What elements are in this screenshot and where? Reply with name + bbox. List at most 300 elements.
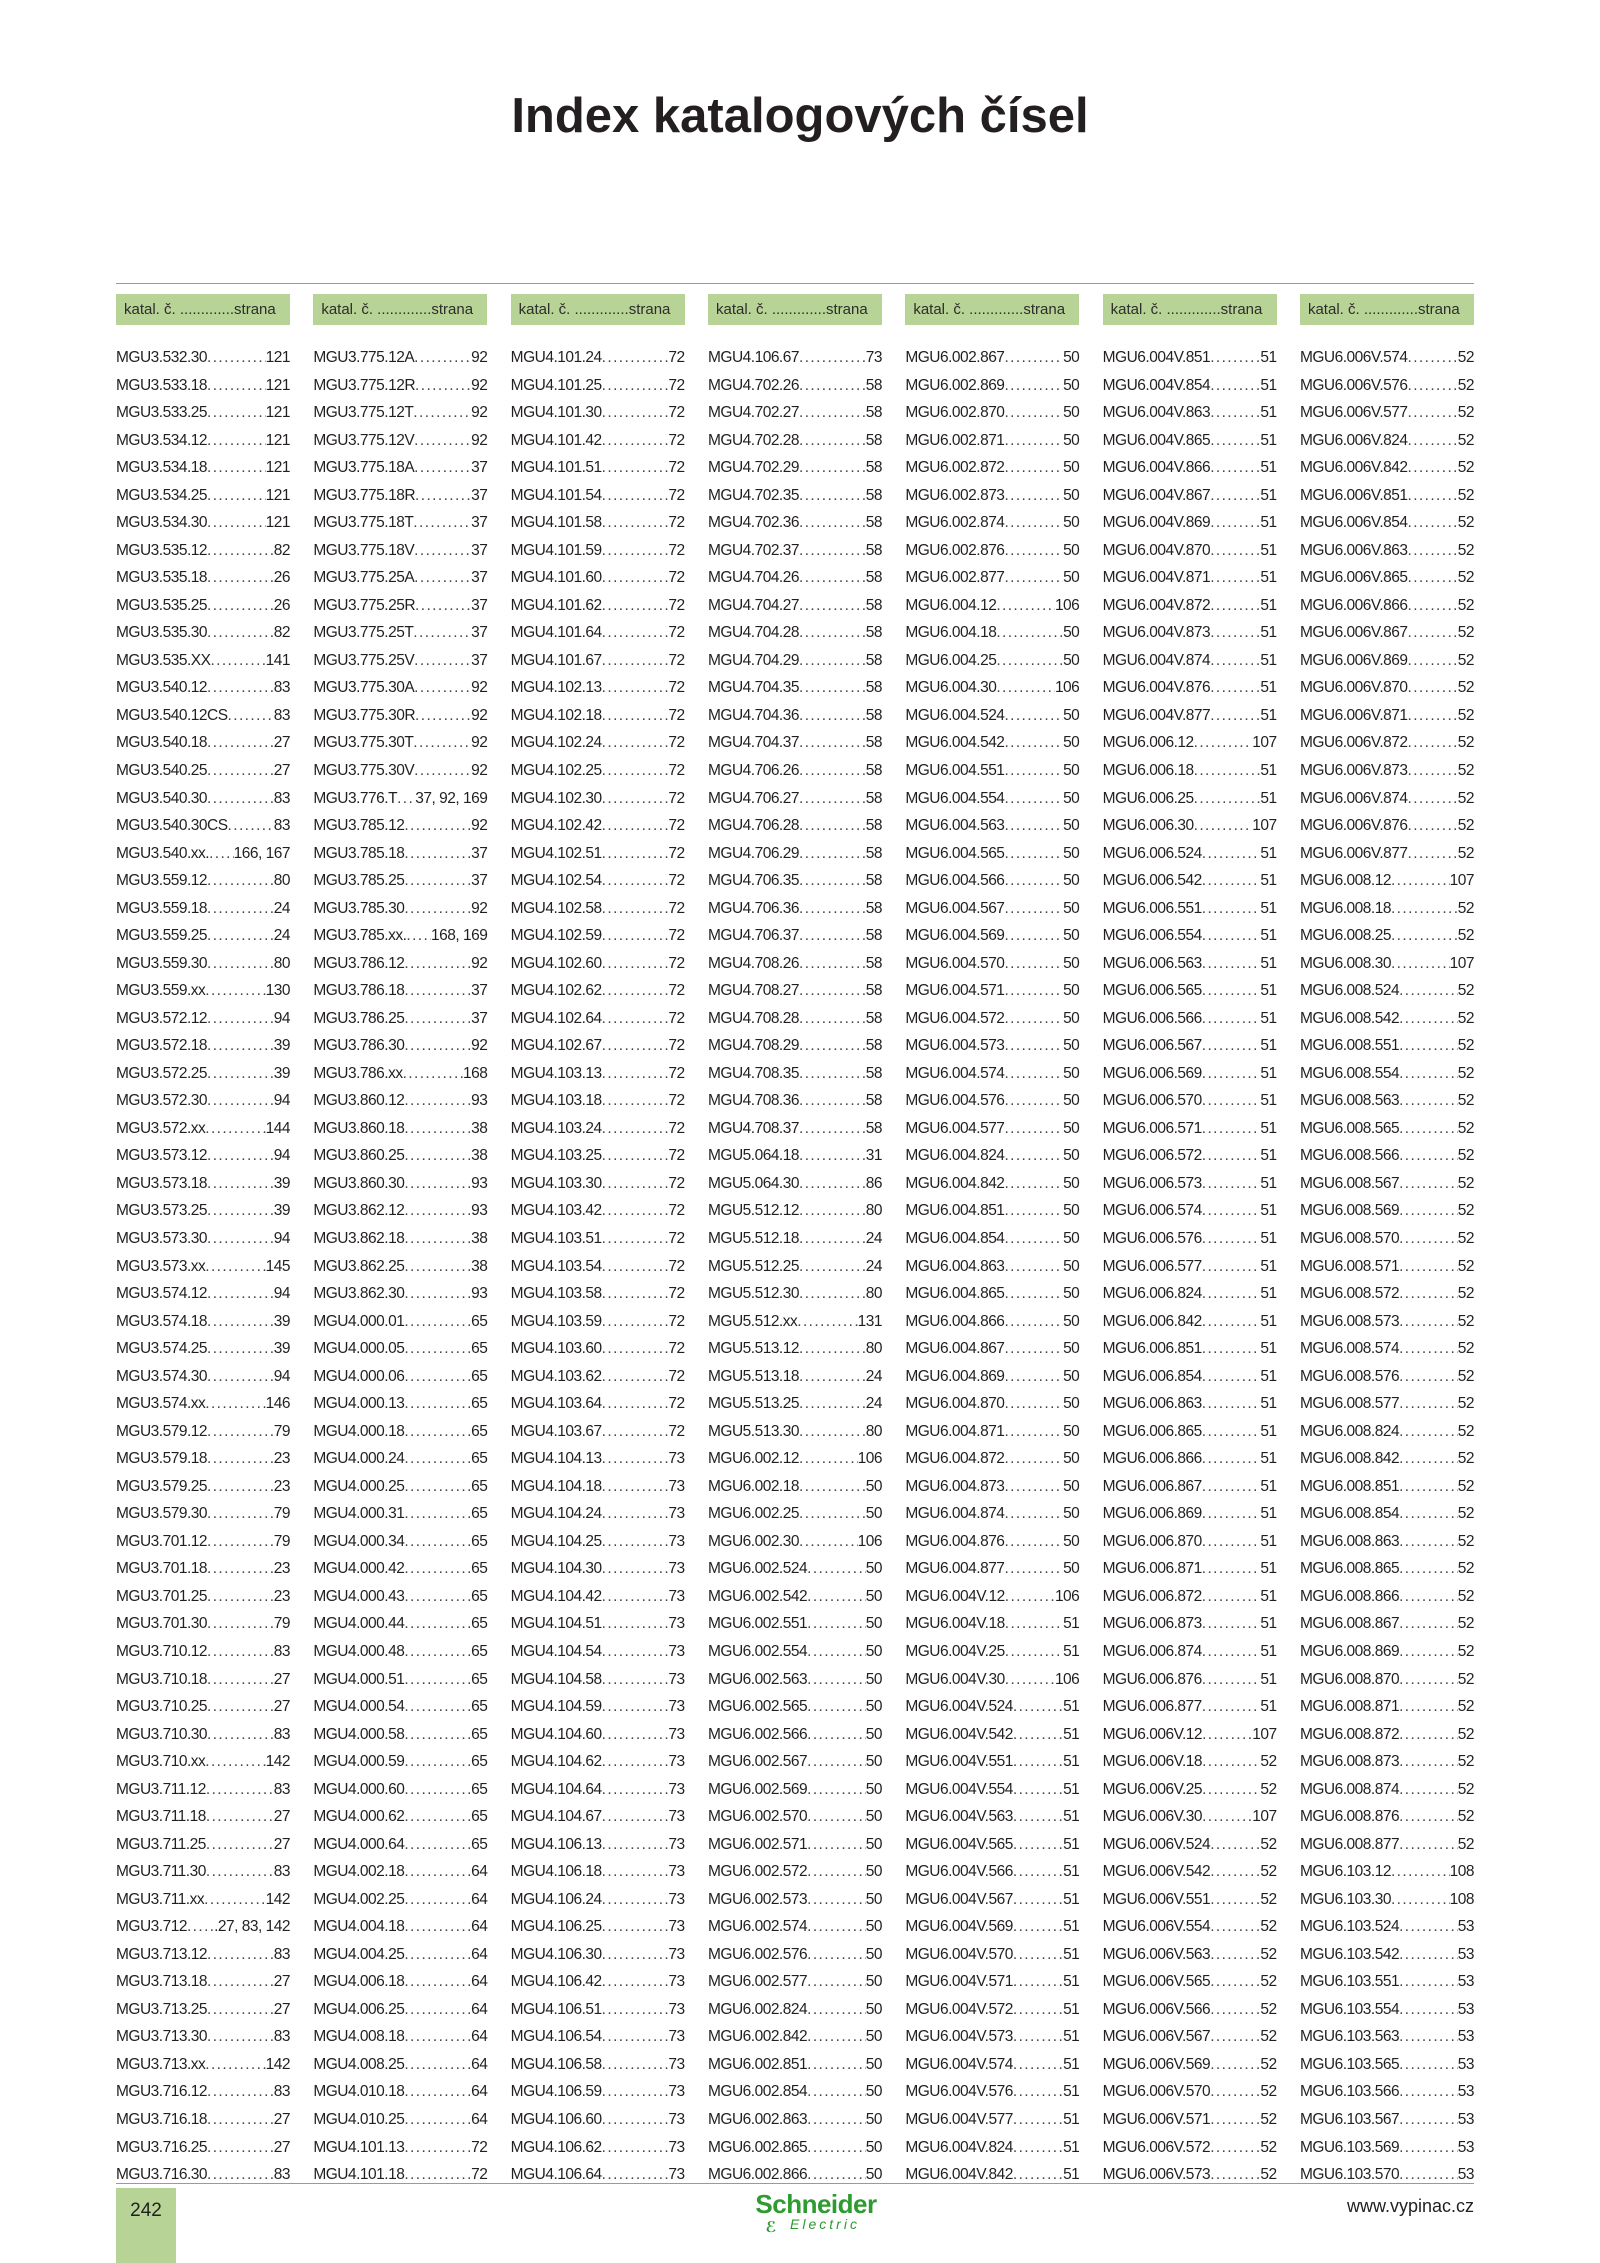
page-ref: 72 <box>668 1340 685 1358</box>
catalog-number: MGU4.104.58 <box>510 1670 602 1688</box>
dot-leader <box>602 537 669 565</box>
page-ref: 83 <box>273 1725 290 1743</box>
catalog-number: MGU6.006.571 <box>1102 1119 1202 1137</box>
dot-leader <box>1399 1445 1458 1473</box>
index-entry <box>116 1500 290 1528</box>
page-ref: 51 <box>1260 1037 1277 1055</box>
index-entry <box>708 812 882 840</box>
page-ref: 65 <box>471 1587 488 1605</box>
index-entry <box>511 2051 685 2079</box>
index-entry <box>1300 977 1474 1005</box>
index-entry <box>708 702 882 730</box>
page-ref: 39 <box>273 1064 290 1082</box>
catalog-number: MGU4.000.48 <box>313 1642 405 1660</box>
dot-leader <box>206 1803 274 1831</box>
index-entry <box>511 1693 685 1721</box>
catalog-number: MGU6.103.524 <box>1299 1918 1400 1936</box>
dot-leader <box>1399 2134 1458 2162</box>
catalog-number: MGU6.103.569 <box>1299 2138 1400 2156</box>
page-ref: 83 <box>273 2166 290 2184</box>
index-entry <box>1103 1115 1277 1143</box>
dot-leader <box>404 1666 471 1694</box>
index-entry <box>313 1913 487 1941</box>
catalog-number: MGU4.702.37 <box>707 541 799 559</box>
page-ref: 58 <box>865 624 882 642</box>
catalog-number: MGU6.006.842 <box>1102 1312 1202 1330</box>
dot-leader <box>602 1968 669 1996</box>
dot-leader <box>807 1638 866 1666</box>
dot-leader <box>807 2078 866 2106</box>
catalog-number: MGU6.008.566 <box>1299 1147 1400 1165</box>
catalog-number: MGU4.106.30 <box>510 1945 602 1963</box>
dot-leader <box>1210 2161 1260 2189</box>
catalog-number: MGU3.775.25V <box>313 651 415 669</box>
index-entry <box>313 647 487 675</box>
page-ref: 168, 169 <box>430 927 488 945</box>
index-entry <box>905 1721 1079 1749</box>
dot-leader <box>1013 1803 1063 1831</box>
page-ref: 51 <box>1063 1918 1080 1936</box>
dot-leader <box>1004 1445 1063 1473</box>
index-entry <box>511 2106 685 2134</box>
dot-leader <box>799 1253 866 1281</box>
page-ref: 53 <box>1457 2166 1474 2184</box>
index-entry <box>1103 1721 1277 1749</box>
catalog-number: MGU4.106.24 <box>510 1890 602 1908</box>
catalog-number: MGU4.008.18 <box>313 2028 405 2046</box>
index-entry <box>1300 1776 1474 1804</box>
dot-leader <box>1399 1363 1458 1391</box>
page-ref: 52 <box>1260 2166 1277 2184</box>
dot-leader <box>404 1941 471 1969</box>
page-ref: 73 <box>668 1698 685 1716</box>
catalog-number: MGU6.004.865 <box>905 1285 1005 1303</box>
index-entry <box>1300 812 1474 840</box>
index-entry <box>313 1225 487 1253</box>
index-entry <box>313 1803 487 1831</box>
dot-leader <box>602 729 669 757</box>
catalog-number: MGU6.008.570 <box>1299 1230 1400 1247</box>
page-ref: 65 <box>471 1670 488 1688</box>
index-entry <box>1300 564 1474 592</box>
page-ref: 51 <box>1260 431 1277 449</box>
catalog-number: MGU6.002.854 <box>707 2083 808 2101</box>
index-entry <box>116 1197 290 1225</box>
catalog-number: MGU3.572.12 <box>116 1009 207 1027</box>
page-ref: 92 <box>471 404 488 422</box>
catalog-number: MGU3.711.30 <box>116 1863 206 1881</box>
catalog-number: MGU6.002.571 <box>707 1835 808 1853</box>
page-ref: 52 <box>1260 1835 1277 1853</box>
catalog-number: MGU6.006.569 <box>1102 1064 1202 1082</box>
dot-leader <box>1004 895 1063 923</box>
index-entry <box>708 840 882 868</box>
catalog-number: MGU3.775.12R <box>313 376 416 394</box>
index-entry <box>905 1803 1079 1831</box>
index-entry <box>511 1197 685 1225</box>
dot-leader <box>1210 1858 1260 1886</box>
index-entry <box>1103 1363 1277 1391</box>
page-title: Index katalogových čísel <box>511 89 1089 143</box>
dot-leader <box>799 1170 866 1198</box>
page-ref: 58 <box>865 404 882 422</box>
catalog-number: MGU3.775.12A <box>313 349 415 366</box>
dot-leader <box>404 895 471 923</box>
page-ref: 58 <box>865 734 882 752</box>
dot-leader <box>1013 2023 1063 2051</box>
dot-leader <box>1004 757 1063 785</box>
dot-leader <box>207 2023 274 2051</box>
page-ref: 27 <box>273 1670 290 1688</box>
index-entry <box>1300 1831 1474 1859</box>
index-entry <box>708 1253 882 1281</box>
index-entry <box>708 785 882 813</box>
dot-leader <box>1391 950 1450 978</box>
catalog-number: MGU3.785.12 <box>313 817 405 835</box>
dot-leader <box>602 1913 669 1941</box>
catalog-number: MGU6.006.869 <box>1102 1505 1202 1523</box>
catalog-number: MGU6.006.574 <box>1102 1202 1202 1220</box>
page-ref: 52 <box>1457 624 1474 642</box>
dot-leader <box>1210 2134 1260 2162</box>
dot-leader <box>404 1968 471 1996</box>
catalog-number: MGU6.006V.576 <box>1299 376 1408 394</box>
catalog-number: MGU5.512.xx <box>707 1312 798 1330</box>
page-ref: 73 <box>668 1863 685 1881</box>
index-entry <box>708 1280 882 1308</box>
dot-leader <box>602 592 669 620</box>
catalog-number: MGU4.008.25 <box>313 2055 405 2073</box>
page-ref: 52 <box>1457 1064 1474 1082</box>
dot-leader <box>1013 1941 1063 1969</box>
index-entry <box>511 2134 685 2162</box>
page-ref: 51 <box>1260 1009 1277 1027</box>
index-entry <box>511 1225 685 1253</box>
catalog-number: MGU6.008.12 <box>1299 872 1391 890</box>
catalog-number: MGU3.716.30 <box>116 2166 207 2184</box>
catalog-number: MGU6.006.873 <box>1102 1615 1202 1633</box>
index-entry <box>313 1473 487 1501</box>
index-entry <box>1103 1886 1277 1914</box>
index-entry <box>1300 1996 1474 2024</box>
catalog-number: MGU6.004V.871 <box>1102 569 1211 587</box>
index-entry <box>708 1941 882 1969</box>
index-entry <box>708 2051 882 2079</box>
page-ref: 72 <box>668 404 685 422</box>
page-ref: 58 <box>865 376 882 394</box>
catalog-number: MGU6.006V.872 <box>1299 734 1408 752</box>
page-ref: 80 <box>865 1202 882 1220</box>
catalog-number: MGU4.101.18 <box>313 2166 405 2184</box>
page-ref: 50 <box>865 1505 882 1523</box>
page-ref: 50 <box>1063 789 1080 807</box>
page-ref: 52 <box>1457 1587 1474 1605</box>
index-entry <box>116 1280 290 1308</box>
catalog-number: MGU6.004.566 <box>905 872 1005 890</box>
catalog-number: MGU3.701.25 <box>116 1587 207 1605</box>
index-entry <box>1103 1473 1277 1501</box>
index-entry <box>708 1858 882 1886</box>
catalog-number: MGU4.102.18 <box>510 706 602 724</box>
dot-leader <box>207 1610 274 1638</box>
catalog-number: MGU4.102.62 <box>510 982 602 1000</box>
catalog-number: MGU3.716.18 <box>116 2111 207 2128</box>
page-ref: 72 <box>668 954 685 972</box>
dot-leader <box>414 537 471 565</box>
dot-leader <box>1202 1308 1261 1336</box>
dot-leader <box>207 482 266 510</box>
index-entry <box>905 1197 1079 1225</box>
page-ref: 108 <box>1449 1890 1474 1908</box>
catalog-number: MGU6.004.18 <box>905 624 997 642</box>
dot-leader <box>1202 895 1261 923</box>
dot-leader <box>602 509 669 537</box>
catalog-number: MGU4.708.28 <box>707 1009 799 1027</box>
catalog-number: MGU6.008.842 <box>1299 1450 1400 1468</box>
page-ref: 27 <box>273 1835 290 1853</box>
index-entry <box>1300 482 1474 510</box>
catalog-number: MGU4.000.34 <box>313 1532 405 1550</box>
index-entry <box>1300 1748 1474 1776</box>
page-ref: 65 <box>471 1422 488 1440</box>
page-ref: 65 <box>471 1808 488 1826</box>
page-ref: 51 <box>1063 1973 1080 1991</box>
page-ref: 50 <box>865 2055 882 2073</box>
dot-leader <box>404 1005 471 1033</box>
catalog-number: MGU6.004V.873 <box>1102 624 1211 642</box>
index-entry <box>905 1005 1079 1033</box>
index-entry <box>313 1115 487 1143</box>
catalog-number: MGU4.103.67 <box>510 1422 602 1440</box>
index-entry <box>708 2023 882 2051</box>
dot-leader <box>1399 1225 1458 1253</box>
index-entry <box>708 1831 882 1859</box>
column-header: katal. č. .............strana <box>313 294 487 325</box>
page-ref: 72 <box>668 872 685 890</box>
page-ref: 58 <box>865 541 882 559</box>
index-entry <box>313 1390 487 1418</box>
page-ref: 50 <box>865 1560 882 1578</box>
catalog-number: MGU4.706.36 <box>707 899 799 917</box>
page-ref: 72 <box>471 2166 488 2184</box>
index-entry <box>905 702 1079 730</box>
dot-leader <box>414 757 471 785</box>
dot-leader <box>1391 895 1458 923</box>
catalog-number: MGU6.002.877 <box>905 569 1005 587</box>
catalog-number: MGU6.004.554 <box>905 789 1005 807</box>
dot-leader <box>1202 977 1261 1005</box>
catalog-number: MGU3.574.25 <box>116 1340 207 1358</box>
dot-leader <box>1013 1968 1063 1996</box>
page-ref: 73 <box>668 1560 685 1578</box>
catalog-number: MGU6.008.877 <box>1299 1835 1400 1853</box>
catalog-number: MGU3.535.12 <box>116 541 207 559</box>
index-entry <box>313 509 487 537</box>
dot-leader <box>799 592 866 620</box>
index-entry <box>511 1996 685 2024</box>
dot-leader <box>207 344 266 372</box>
catalog-number: MGU6.004V.554 <box>905 1780 1013 1798</box>
dot-leader <box>807 2051 866 2079</box>
dot-leader <box>414 647 471 675</box>
dot-leader <box>1202 1087 1261 1115</box>
dot-leader <box>1399 1666 1458 1694</box>
index-entry <box>116 647 290 675</box>
dot-leader <box>799 1005 866 1033</box>
page-ref: 50 <box>865 1973 882 1991</box>
catalog-number: MGU4.704.29 <box>707 651 799 669</box>
catalog-number: MGU6.008.824 <box>1299 1422 1400 1440</box>
index-entry <box>1300 1087 1474 1115</box>
index-entry <box>1103 1583 1277 1611</box>
page-ref: 65 <box>471 1450 488 1468</box>
dot-leader <box>404 2106 471 2134</box>
page-ref: 51 <box>1260 1505 1277 1523</box>
index-entry <box>708 1500 882 1528</box>
dot-leader <box>1004 785 1063 813</box>
page-ref: 38 <box>471 1147 488 1165</box>
catalog-number: MGU3.535.XX <box>116 651 211 669</box>
catalog-number: MGU6.006.30 <box>1102 817 1194 835</box>
index-entry <box>1300 619 1474 647</box>
index-entry <box>1103 1913 1277 1941</box>
dot-leader <box>602 619 669 647</box>
catalog-number: MGU3.710.30 <box>116 1725 207 1743</box>
dot-leader <box>1408 729 1458 757</box>
index-entry <box>905 1693 1079 1721</box>
catalog-number: MGU6.008.25 <box>1299 927 1391 945</box>
dot-leader <box>602 399 669 427</box>
dot-leader <box>1004 454 1063 482</box>
page-ref: 50 <box>1063 899 1080 917</box>
catalog-number: MGU3.786.xx <box>313 1064 403 1082</box>
catalog-number: MGU6.006.866 <box>1102 1450 1202 1468</box>
page-ref: 52 <box>1457 569 1474 587</box>
page-ref: 64 <box>471 1890 488 1908</box>
page-ref: 51 <box>1063 1642 1080 1660</box>
catalog-number: MGU3.579.25 <box>116 1477 207 1495</box>
dot-leader <box>602 1693 669 1721</box>
catalog-number: MGU6.006V.567 <box>1102 2028 1211 2046</box>
dot-leader <box>1210 1913 1260 1941</box>
index-entry <box>1103 1225 1277 1253</box>
dot-leader <box>602 2106 669 2134</box>
dot-leader <box>799 812 866 840</box>
index-entry <box>116 1335 290 1363</box>
catalog-number: MGU4.000.44 <box>313 1615 405 1633</box>
page-ref: 64 <box>471 2111 488 2128</box>
dot-leader <box>602 1555 669 1583</box>
dot-leader <box>602 1528 669 1556</box>
dot-leader <box>205 1253 265 1281</box>
index-entry <box>905 1996 1079 2024</box>
dot-leader <box>1210 2023 1260 2051</box>
dot-leader <box>1399 1418 1458 1446</box>
dot-leader <box>602 812 669 840</box>
dot-leader <box>1399 1500 1458 1528</box>
dot-leader <box>404 1418 471 1446</box>
dot-leader <box>602 1005 669 1033</box>
index-entry <box>1103 1005 1277 1033</box>
dot-leader <box>404 1886 471 1914</box>
page-ref: 108 <box>1449 1863 1474 1881</box>
dot-leader <box>404 1032 471 1060</box>
index-entry <box>313 812 487 840</box>
catalog-number: MGU4.102.13 <box>510 679 602 697</box>
index-entry <box>1103 1666 1277 1694</box>
dot-leader <box>1202 1142 1261 1170</box>
page-ref: 51 <box>1063 2028 1080 2046</box>
index-entry <box>1300 592 1474 620</box>
index-entry <box>116 592 290 620</box>
catalog-number: MGU6.004.573 <box>905 1037 1005 1055</box>
page-ref: 52 <box>1457 1698 1474 1716</box>
catalog-number: MGU3.775.12T <box>313 404 414 422</box>
catalog-number: MGU6.006.572 <box>1102 1147 1202 1165</box>
catalog-number: MGU6.006V.565 <box>1102 1973 1211 1991</box>
page-ref: 52 <box>1457 817 1474 835</box>
index-entry <box>905 1032 1079 1060</box>
dot-leader <box>1399 2161 1458 2189</box>
index-entry <box>1103 1170 1277 1198</box>
catalog-number: MGU4.101.42 <box>510 431 602 449</box>
bottom-divider <box>116 2183 1474 2184</box>
catalog-number: MGU6.002.876 <box>905 541 1005 559</box>
index-entry <box>905 1968 1079 1996</box>
page-ref: 52 <box>1457 1202 1474 1220</box>
catalog-number: MGU4.106.42 <box>510 1973 602 1991</box>
page-ref: 52 <box>1260 1890 1277 1908</box>
catalog-number: MGU6.008.874 <box>1299 1780 1400 1798</box>
dot-leader <box>799 757 866 785</box>
catalog-number: MGU6.004.565 <box>905 844 1005 862</box>
page-ref: 50 <box>1063 1037 1080 1055</box>
catalog-number: MGU6.006.871 <box>1102 1560 1202 1578</box>
dot-leader <box>602 2161 669 2189</box>
catalog-number: MGU4.006.25 <box>313 2000 405 2018</box>
catalog-number: MGU3.713.25 <box>116 2000 207 2018</box>
dot-leader <box>1408 757 1458 785</box>
dot-leader <box>1399 1390 1458 1418</box>
page-number: 242 <box>130 2200 162 2221</box>
catalog-number: MGU6.004V.867 <box>1102 486 1211 504</box>
index-entry <box>1300 729 1474 757</box>
page-ref: 52 <box>1260 1945 1277 1963</box>
dot-leader <box>1004 1390 1063 1418</box>
catalog-number: MGU3.860.25 <box>313 1147 405 1165</box>
index-entry <box>905 1308 1079 1336</box>
catalog-number: MGU6.008.870 <box>1299 1670 1400 1688</box>
catalog-number: MGU6.008.571 <box>1299 1257 1400 1275</box>
dot-leader <box>205 1115 265 1143</box>
catalog-number: MGU6.008.574 <box>1299 1340 1400 1358</box>
dot-leader <box>404 1748 471 1776</box>
dot-leader <box>207 1060 274 1088</box>
dot-leader <box>404 1197 471 1225</box>
page-ref: 52 <box>1457 1642 1474 1660</box>
index-entry <box>1300 1913 1474 1941</box>
catalog-number: MGU6.006V.572 <box>1102 2138 1211 2156</box>
catalog-number: MGU5.513.18 <box>707 1367 799 1385</box>
page-ref: 107 <box>1449 954 1474 972</box>
page-ref: 50 <box>1063 1560 1080 1578</box>
logo-mark-icon: ℰ <box>765 2219 777 2236</box>
dot-leader <box>1399 2051 1458 2079</box>
page-ref: 50 <box>1063 624 1080 642</box>
catalog-number: MGU3.701.30 <box>116 1615 207 1633</box>
page-ref: 51 <box>1260 651 1277 669</box>
page-ref: 58 <box>865 514 882 532</box>
